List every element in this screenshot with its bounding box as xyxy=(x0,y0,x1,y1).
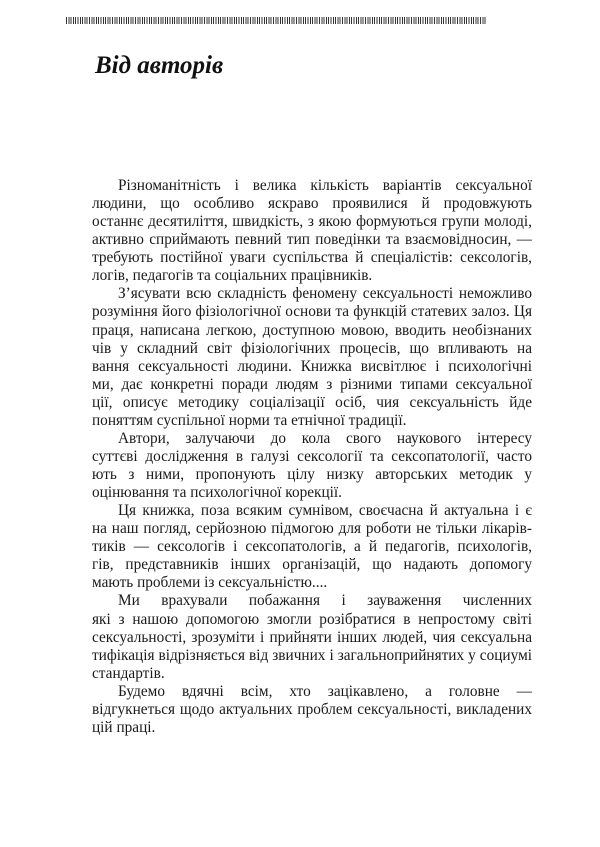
paragraph xyxy=(92,430,532,502)
body-text xyxy=(92,177,532,737)
text-line: суттєві дослідження в галузі сексології та сексопатології, часто xyxy=(92,447,532,465)
text-line: розуміння його фізіологічної основи та функцій статевих залоз. Ця xyxy=(92,303,532,321)
text-line: тифікація відрізняється від звичних і загальноприйнятих у социумі xyxy=(92,646,532,664)
text-line: мають проблеми із сексуальністю.... xyxy=(92,574,328,592)
text-line: активно сприймають певний тип поведінки та взаємовідносин, — xyxy=(92,231,532,249)
text-line: цій праці. xyxy=(92,718,156,736)
text-line: останнє десятиліття, швидкість, з якою формуються групи молоді, xyxy=(92,213,532,231)
text-line: Різноманітність і велика кількість варіантів сексуальної xyxy=(118,177,532,194)
text-line: ції, описує методику соціалізації осіб, чия сексуальність йде xyxy=(92,393,532,411)
paragraph xyxy=(92,285,532,430)
text-line: Ми врахували побажання і зауваження численних xyxy=(118,592,532,610)
text-line: логів, педагогів та соціальних працівників. xyxy=(92,267,373,285)
text-line: які з нашою допомогою змогли розібратися в непростому світі xyxy=(92,610,532,628)
text-line: гів, представників інших організацій, що надають допомогу xyxy=(92,556,532,574)
paragraph xyxy=(92,683,532,737)
text-line: ють з ними, пропонують цілу низку авторських методик у xyxy=(92,466,532,483)
text-line: праця, написана легкою, доступною мовою, вводить необізнаних xyxy=(92,321,532,339)
paragraph xyxy=(92,177,532,285)
text-line: відгукнеться щодо актуальних проблем сексуальності, викладених xyxy=(92,700,532,718)
text-line: на наш погляд, серйозною підмогою для роботи не тільки лікарів- xyxy=(92,520,532,538)
text-line: Будемо вдячні всім, хто зацікавлено, а головне — xyxy=(118,682,532,700)
text-line: Автори, залучаючи до кола свого наукового інтересу xyxy=(118,429,532,447)
paragraph xyxy=(92,502,532,592)
paragraph xyxy=(92,592,532,682)
text-line: вання сексуальності людини. Книжка висвітлює і психологічні xyxy=(92,357,532,375)
text-line: людини, що особливо яскраво проявилися й продовжують xyxy=(92,195,532,213)
text-line: Ця книжка, поза всяким сумнівом, своєчасна й актуальна і є xyxy=(118,502,532,520)
text-line: поняттям суспільної норми та етнічної традиції. xyxy=(92,411,407,429)
text-line: тиків — сексологів і сексопатологів, а й педагогів, психологів, xyxy=(92,538,532,556)
text-line: З’ясувати всю складність феномену сексуальності неможливо xyxy=(118,285,532,303)
text-line: оцінювання та психологічної корекції. xyxy=(92,484,342,502)
text-line: требують постійної уваги суспільства й спеціалістів: сексологів, xyxy=(92,249,532,267)
text-line: чів у складний світ фізіологічних процесів, що впливають на xyxy=(92,339,532,357)
text-line: стандартів. xyxy=(92,664,165,682)
page-title: Від авторів xyxy=(95,52,224,79)
text-line: сексуальності, зрозуміти і прийняти інших людей, чия сексуальна xyxy=(92,628,532,646)
header-decorative-rule xyxy=(66,17,486,24)
text-line: ми, дає конкретні поради людям з різними типами сексуальної xyxy=(92,375,532,393)
